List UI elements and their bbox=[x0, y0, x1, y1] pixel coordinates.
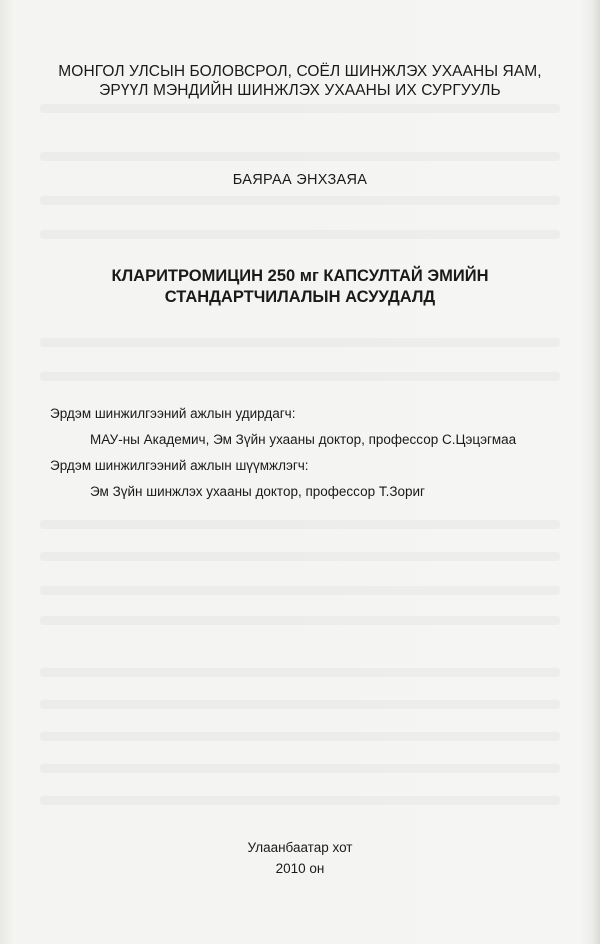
show-through-line bbox=[40, 586, 560, 595]
thesis-title-line-2: СТАНДАРТЧИЛАЛЫН АСУУДАЛД bbox=[164, 288, 436, 306]
institution-line-1: МОНГОЛ УЛСЫН БОЛОВСРОЛ, СОЁЛ ШИНЖЛЭХ УХААНЫ ЯАМ, bbox=[58, 63, 542, 80]
show-through-line bbox=[40, 668, 560, 677]
show-through-line bbox=[40, 520, 560, 529]
supervisor-name: МАУ-ны Академич, Эм Зүйн ухааны доктор, профессор С.Цэцэгмаа bbox=[90, 432, 517, 447]
show-through-line bbox=[40, 796, 560, 805]
footer-year: 2010 он bbox=[275, 861, 325, 876]
show-through-line bbox=[40, 372, 560, 381]
page-edge-shadow bbox=[592, 0, 600, 944]
institution-heading bbox=[0, 62, 600, 100]
show-through-line bbox=[40, 700, 560, 709]
show-through-line bbox=[40, 152, 560, 161]
show-through-line bbox=[40, 552, 560, 561]
thesis-title bbox=[0, 266, 600, 308]
institution-line-2: ЭРҮҮЛ МЭНДИЙН ШИНЖЛЭХ УХААНЫ ИХ СУРГУУЛЬ bbox=[99, 82, 501, 99]
show-through-line bbox=[40, 104, 560, 113]
show-through-line bbox=[40, 764, 560, 773]
show-through-line bbox=[40, 196, 560, 205]
thesis-title-line-1: КЛАРИТРОМИЦИН 250 мг КАПСУЛТАЙ ЭМИЙН bbox=[111, 267, 489, 285]
show-through-line bbox=[40, 230, 560, 239]
author-name: БАЯРАА ЭНХЗАЯА bbox=[232, 172, 368, 188]
show-through-line bbox=[40, 616, 560, 625]
supervisor-label: Эрдэм шинжилгээний ажлын удирдагч: bbox=[50, 406, 296, 421]
reviewer-label: Эрдэм шинжилгээний ажлын шүүмжлэгч: bbox=[50, 458, 309, 473]
show-through-line bbox=[40, 732, 560, 741]
show-through-line bbox=[40, 338, 560, 347]
footer-city: Улаанбаатар хот bbox=[247, 840, 353, 855]
reviewer-name: Эм Зүйн шинжлэх ухааны доктор, профессор Т.Зориг bbox=[90, 484, 425, 499]
